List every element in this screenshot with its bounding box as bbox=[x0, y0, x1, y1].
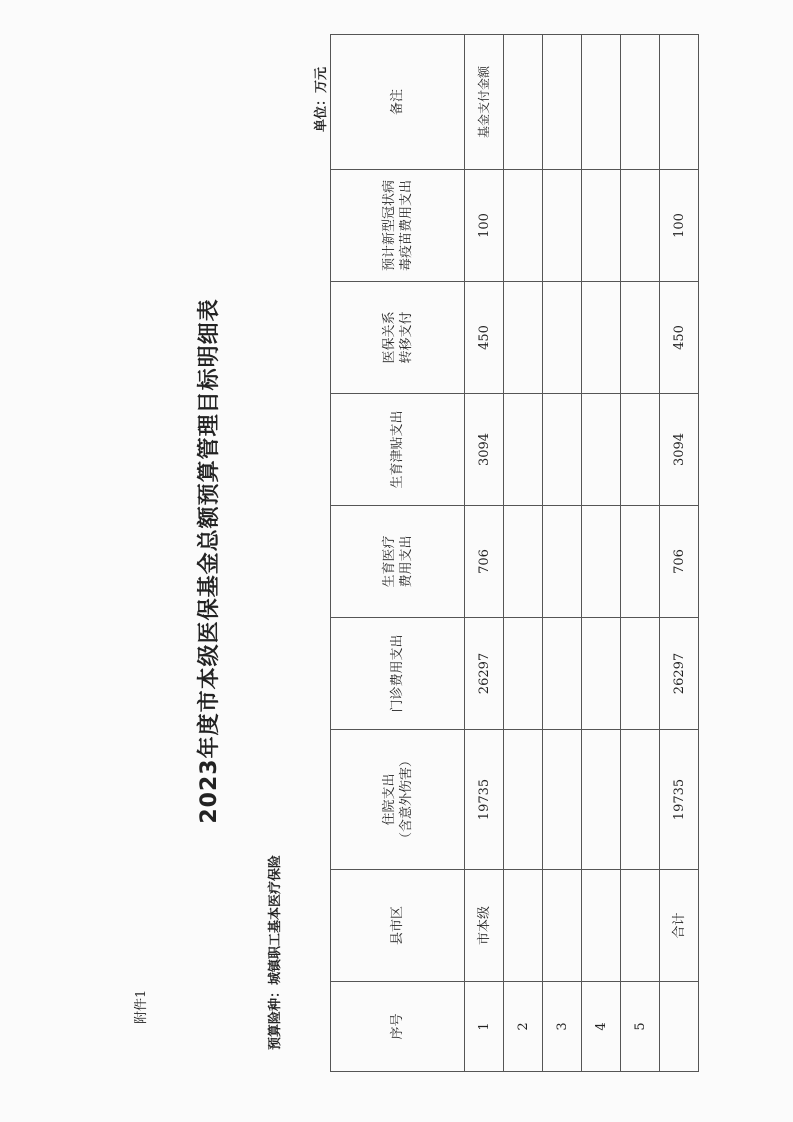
table-cell bbox=[543, 618, 582, 730]
table-cell bbox=[504, 170, 543, 282]
table-cell bbox=[582, 282, 621, 394]
table-row bbox=[582, 35, 621, 1072]
table-total-row bbox=[660, 35, 699, 1072]
table-cell: 3094 bbox=[465, 394, 504, 506]
table-cell bbox=[660, 982, 699, 1072]
table-cell: 3094 bbox=[660, 394, 699, 506]
table-row bbox=[621, 35, 660, 1072]
table-cell bbox=[582, 618, 621, 730]
table-cell: 100 bbox=[465, 170, 504, 282]
document-title: 2023年度市本级医保基金总额预算管理目标明细表 bbox=[197, 298, 222, 824]
table-cell bbox=[621, 170, 660, 282]
insurance-type-label: 预算险种：城镇职工基本医疗保险 bbox=[268, 854, 283, 1050]
table-cell bbox=[543, 35, 582, 170]
table-cell bbox=[621, 618, 660, 730]
table-cell: 5 bbox=[621, 982, 660, 1072]
table-cell bbox=[582, 506, 621, 618]
table-cell bbox=[582, 35, 621, 170]
header-cell: 生育津贴支出 bbox=[331, 394, 465, 506]
table-cell bbox=[504, 506, 543, 618]
unit-label: 单位：万元 bbox=[314, 66, 329, 132]
table-cell bbox=[582, 170, 621, 282]
header-cell: 序号 bbox=[331, 982, 465, 1072]
table-cell: 706 bbox=[465, 506, 504, 618]
table-cell: 19735 bbox=[465, 730, 504, 870]
table-cell bbox=[504, 394, 543, 506]
table-cell: 26297 bbox=[465, 618, 504, 730]
table-cell: 市本级 bbox=[465, 870, 504, 982]
header-cell: 预计新型冠状病 毒疫苗费用支出 bbox=[331, 170, 465, 282]
table-cell bbox=[582, 870, 621, 982]
table-cell: 4 bbox=[582, 982, 621, 1072]
header-cell: 生育医疗 费用支出 bbox=[331, 506, 465, 618]
header-cell: 县市区 bbox=[331, 870, 465, 982]
table-row bbox=[465, 35, 504, 1072]
budget-detail-table bbox=[330, 34, 699, 1072]
header-cell: 门诊费用支出 bbox=[331, 618, 465, 730]
table-cell bbox=[660, 35, 699, 170]
header-cell: 备注 bbox=[331, 35, 465, 170]
table-cell bbox=[543, 870, 582, 982]
table-cell bbox=[543, 282, 582, 394]
table-cell bbox=[543, 506, 582, 618]
table-cell: 2 bbox=[504, 982, 543, 1072]
table-cell bbox=[543, 730, 582, 870]
table-cell bbox=[621, 282, 660, 394]
table-cell bbox=[504, 35, 543, 170]
table-row bbox=[504, 35, 543, 1072]
table-row bbox=[543, 35, 582, 1072]
attachment-label: 附件1 bbox=[134, 989, 149, 1024]
header-cell: 住院支出 （含意外伤害） bbox=[331, 730, 465, 870]
table-cell: 3 bbox=[543, 982, 582, 1072]
table-cell bbox=[621, 870, 660, 982]
table-header-row bbox=[331, 35, 465, 1072]
table-cell bbox=[504, 282, 543, 394]
table-cell: 450 bbox=[465, 282, 504, 394]
table-cell: 450 bbox=[660, 282, 699, 394]
table-cell: 19735 bbox=[660, 730, 699, 870]
table-cell: 合计 bbox=[660, 870, 699, 982]
table-cell bbox=[621, 35, 660, 170]
table-cell: 706 bbox=[660, 506, 699, 618]
table-cell bbox=[504, 618, 543, 730]
table-cell bbox=[621, 506, 660, 618]
table-cell: 1 bbox=[465, 982, 504, 1072]
table-cell: 基金支付金额 bbox=[465, 35, 504, 170]
table-cell bbox=[621, 730, 660, 870]
table-cell: 26297 bbox=[660, 618, 699, 730]
table-cell bbox=[504, 870, 543, 982]
header-cell: 医保关系 转移支付 bbox=[331, 282, 465, 394]
table-cell bbox=[543, 170, 582, 282]
table-cell bbox=[504, 730, 543, 870]
table-cell bbox=[582, 394, 621, 506]
table-cell: 100 bbox=[660, 170, 699, 282]
table-cell bbox=[582, 730, 621, 870]
table-cell bbox=[543, 394, 582, 506]
table-cell bbox=[621, 394, 660, 506]
